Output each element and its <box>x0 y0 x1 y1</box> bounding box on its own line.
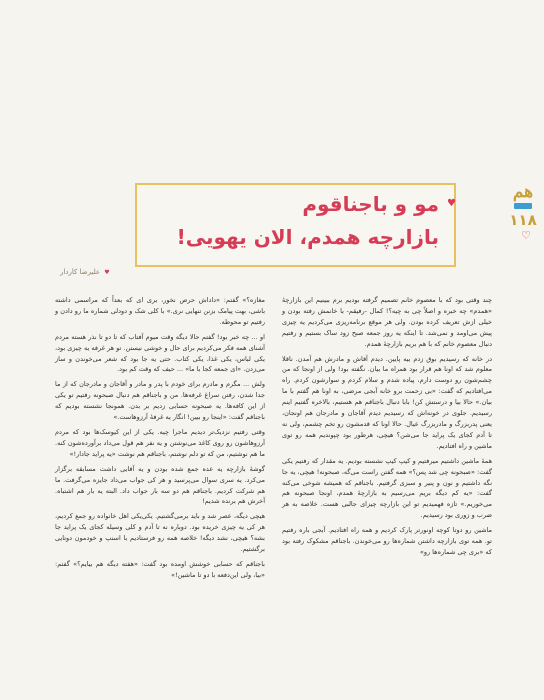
paragraph: مغازه؟» گفتم: «داداش حرص نخور، بری ای که بعداً که مراسمی داشته باشی، بهت پیامک بزنن تنهایی نری.» با کلی شک و دودلی شماره ما رو دادن و رفتیم تو محوطه. <box>55 296 265 326</box>
paragraph: ماشین رو دوتا کوچه اونورتر پارک کردیم و همه راه افتادیم. آبجی باره رفتیم تو. همه توی بازارچه داشتن شماره‌ها رو می‌خوندن. باجناقم مشکوک رفته بود که «بری چی شماره‌ها رو» <box>282 526 492 556</box>
paragraph: همهٔ ماشین داشتیم میرفتیم و کیپ کیپ نشسته بودیم. یه مقدار که رفتیم یکی گفت: «صبحونه چی شد پس؟» همه گفتن راست می‌گه، صبحونه! هیچی، یه جا نگه داشتیم و نون و پنیر و سبزی گرفتیم. باجناقم که همیشه شوخی می‌کنه گفت: «یه کم دیگه بریم می‌رسیم به بازارچهٔ همدم، اونجا صبحونه هم می‌خوریم.» تازه فهمیدیم تو این بازارچه چیزای جالبی هست. خلاصه به هر ضرب و زوری بود رسیدیم. <box>282 456 492 520</box>
paragraph: هیچی دیگه، عصر شد و باید برمی‌گشتیم. یکی‌یکی اهل خانواده رو جمع کردیم، هر کی یه چیزی خریده بود. دوباره نه تا آدم و کلی وسیله کجای یک پراید جا بشه؟ هیچی، نشد دیگه! خلاصه همه رو فرستادیم با اسنپ و خودمون دوتایی برگشتیم. <box>55 512 265 554</box>
text-column-left <box>55 295 265 581</box>
paragraph: باجناقم که حسابی خوشش اومده بود گفت: «هفته دیگه هم بیایم؟» گفتم: «بیا، ولی این‌دفعه با دو تا ماشین!» <box>55 559 265 579</box>
magazine-brand <box>508 183 538 229</box>
paragraph: وقتی رفتیم نزدیک‌تر دیدیم ماجرا چیه. یکی از این کیوسک‌ها بود که مردم آرزوهاشون رو روی کاغذ می‌نوشتن و یه نفر هم قول می‌داد برآورده‌شون کنه. ما هم نوشتیم، من که تو دلم نوشتم، باجناقم هم نوشت «یه پراید جادار!» <box>55 427 265 458</box>
magazine-logo: هم <box>512 182 534 202</box>
text-column-right <box>282 295 492 558</box>
paragraph: او ... چه خبر بود! گفتم حالا دیگه وقت میوم آفتاب که تا دو تا نذر هسته مردم آشنای همه فکر می‌کردیم برای حال و خوشی نیستن. تو هر غرفه یه چیزی بود، یکی لباس، یکی غذا، یکی کتاب. حتی یه جا بود که شعر می‌خوندن و ساز می‌زدن. «ای جمعه کجا با ما» ... حیف که وقت کم بود. <box>55 332 265 374</box>
title-heart-icon: ♥ <box>447 198 456 209</box>
article-title-line2: بازارچه همدم، الان یهویی! <box>176 225 439 249</box>
author-byline <box>60 268 110 276</box>
heart-icon: ♡ <box>521 229 531 242</box>
paragraph: گوشهٔ بازارچه یه عده جمع شده بودن و یه آقایی داشت مسابقه برگزار می‌کرد. یه سری سوال می‌پرسید و هر کی جواب می‌داد جایزه می‌گرفت. ما هم شرکت کردیم. باجناقم هم دو سه بار جواب داد. البته یه بار هم اشتباه. آخرش هم برنده شدیم! <box>55 464 265 506</box>
article-title-line1: مو و باجناقوم <box>302 192 439 216</box>
paragraph: ولش ... مگرم و مادرم برای خودم با پدر و مادر و آقاجان و مادرجان که از ما جدا شدن، رفتن سراغ غرفه‌ها. من و باجناقم هم دنبال صبحونه رفتیم تو یکی از این کافه‌ها. یه صبحونه حسابی زدیم بر بدن. همونجا نشسته بودیم که باجناقم گفت: «اینجا رو ببین! انگار یه غرفهٔ آرزوهاست.» <box>55 380 265 422</box>
author-heart-icon: ♥ <box>104 269 110 276</box>
paragraph: چند وقتی بود که با معصوم خانم تصمیم گرفته بودیم برم ببینیم این بازارچهٔ «همدم» چه خبره و اصلاً چی به چیه؟! کمال -رفیقم- با خانمش رفته بودن و خیلی ازش تعریف کرده بودن. ولی هر موقع برنامه‌ریزی می‌کردیم یه چیزی پیش می‌اومد و نمی‌شد. تا اینکه یه روز جمعه صبح زود ساک بستیم و رفتیم دنبال معصوم خانم که با هم بریم بازارچهٔ همدم. <box>282 296 492 348</box>
author-name: علیرضا کاردار <box>60 268 101 276</box>
paragraph: در خانه که رسیدیم بوق زدم بیه پایین. دیدم آقاش و مادرش هم آمدن. ناقلا معلوم شد که اونا هم قرار بود همراه ما بیان. نگفته بود! ولی از اونجا که من چشم‌شون رو دوست دارم، پیاده شدم و سلام کردم و سوارشون کردم. راه می‌افتادیم که گفت: «بی زحمت برو خانه آبجی مرضی، به اونا هم گفتم با ما بیان.» حالا بیا و درستش کن! بابا دنبال باجناقم هم هستیم، بالاخره گفتیم اینم رسیدیم. جلوی در خونه‌اش که رسیدیم دیدم آقاجان و مادرجان هم اونجان، یعنی پدربزرگ و مادربزرگ عیال. حالا اونا که قدمشون رو تخم چشمم، ولی نه تا آدم کجای یک پراید جا می‌شن؟ هیچی، هرطور بود چپوندیم همه رو توی ماشین و راه افتادیم. <box>282 354 492 450</box>
brand-tag-icon <box>514 203 532 209</box>
issue-number: ۱۱۸ <box>509 211 537 229</box>
